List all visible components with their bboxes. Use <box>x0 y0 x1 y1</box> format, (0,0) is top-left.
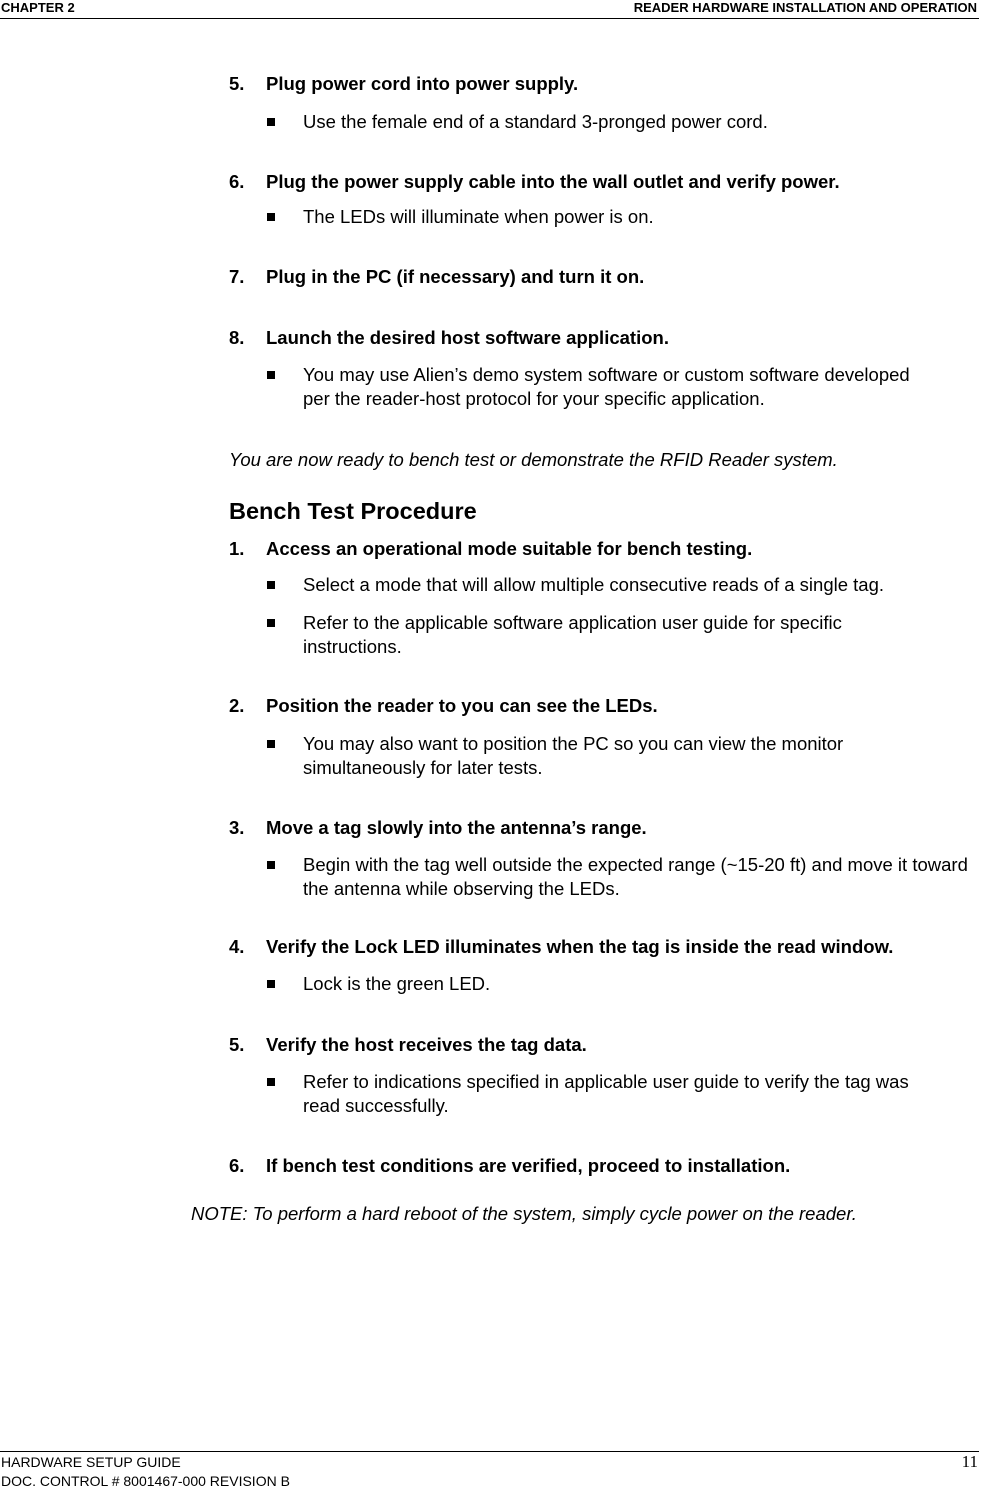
list-item: You may also want to position the PC so you can view the monitor simultaneously for later tests. <box>266 732 936 780</box>
page-number: 11 <box>961 1452 978 1471</box>
reboot-note: NOTE: To perform a hard reboot of the system, simply cycle power on the reader. <box>191 1203 857 1224</box>
square-bullet-icon <box>267 861 275 869</box>
list-item: Lock is the green LED. <box>266 972 966 996</box>
section-title: Bench Test Procedure <box>229 498 477 524</box>
footer-info <box>1 1453 290 1491</box>
list-item: Refer to indications specified in applicable user guide to verify the tag was read successfully. <box>266 1070 946 1118</box>
list-item: Refer to the applicable software application user guide for specific instructions. <box>266 611 926 659</box>
step-6-power-supply: 6. Plug the power supply cable into the wall outlet and verify power. <box>229 171 840 192</box>
ready-note: You are now ready to bench test or demonstrate the RFID Reader system. <box>229 449 838 470</box>
list-item: The LEDs will illuminate when power is on. <box>266 205 966 229</box>
step-5-power-cord: 5. Plug power cord into power supply. <box>229 73 579 94</box>
page-header <box>0 0 979 19</box>
chapter-label: CHAPTER 2 <box>1 0 75 15</box>
step-2-position-reader: 2. Position the reader to you can see the LEDs. <box>229 695 658 716</box>
list-item: Use the female end of a standard 3-pronged power cord. <box>266 110 966 134</box>
square-bullet-icon <box>267 980 275 988</box>
guide-title: HARDWARE SETUP GUIDE <box>1 1454 181 1470</box>
square-bullet-icon <box>267 1078 275 1086</box>
square-bullet-icon <box>267 581 275 589</box>
square-bullet-icon <box>267 213 275 221</box>
step-3-move-tag: 3. Move a tag slowly into the antenna’s range. <box>229 817 647 838</box>
square-bullet-icon <box>267 371 275 379</box>
header-title: READER HARDWARE INSTALLATION AND OPERATION <box>633 0 977 15</box>
step-5-verify-host: 5. Verify the host receives the tag data. <box>229 1034 587 1055</box>
step-6-proceed: 6. If bench test conditions are verified, proceed to installation. <box>229 1155 791 1176</box>
step-4-verify-lock: 4. Verify the Lock LED illuminates when the tag is inside the read window. <box>229 936 894 957</box>
step-7-pc: 7. Plug in the PC (if necessary) and turn it on. <box>229 266 645 287</box>
square-bullet-icon <box>267 740 275 748</box>
list-item: Select a mode that will allow multiple consecutive reads of a single tag. <box>266 573 966 597</box>
list-item: Begin with the tag well outside the expected range (~15-20 ft) and move it toward the antenna while observing the LEDs. <box>266 853 976 901</box>
step-1-access-mode: 1. Access an operational mode suitable for bench testing. <box>229 538 753 559</box>
step-8-launch-software: 8. Launch the desired host software application. <box>229 327 669 348</box>
list-item: You may use Alien’s demo system software or custom software developed per the reader-host protocol for your specific application. <box>266 363 936 411</box>
square-bullet-icon <box>267 118 275 126</box>
square-bullet-icon <box>267 619 275 627</box>
footer-divider <box>0 1451 979 1452</box>
doc-control: DOC. CONTROL # 8001467-000 REVISION B <box>1 1473 290 1489</box>
